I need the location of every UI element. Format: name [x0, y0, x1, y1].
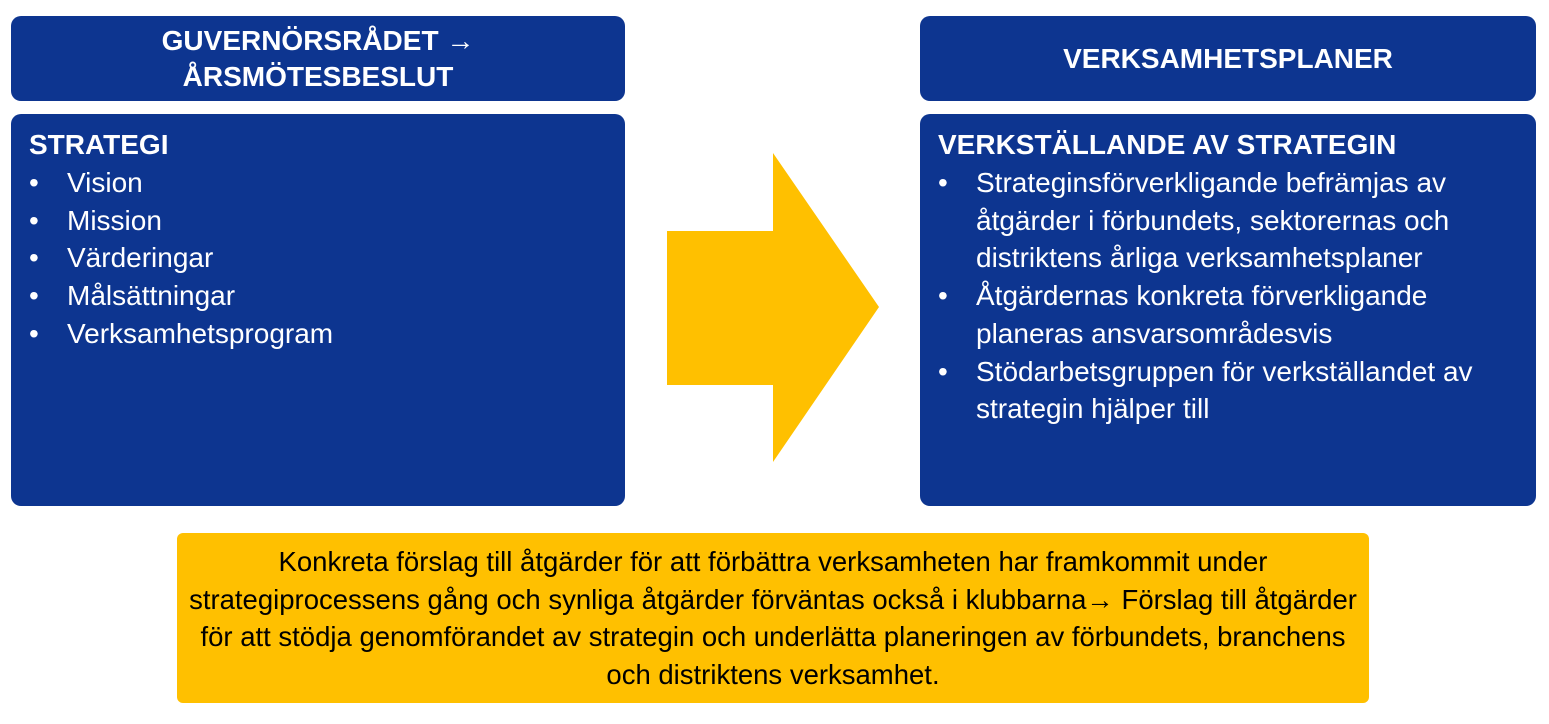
left-header-line2: ÅRSMÖTESBESLUT [182, 60, 454, 92]
list-item: • Verksamhetsprogram [29, 315, 607, 353]
list-item: • Målsättningar [29, 277, 607, 315]
list-item: • Värderingar [29, 239, 607, 277]
right-header [920, 16, 1536, 101]
strategy-box [11, 114, 625, 506]
list-item: • Stödarbetsgruppen för verkställandet av strategin hjälper till [938, 353, 1518, 428]
execution-box [920, 114, 1536, 506]
flow-arrow-icon [667, 153, 881, 463]
list-item: • Åtgärdernas konkreta förverkligande planeras ansvarsområdesvis [938, 277, 1518, 352]
list-item: • Mission [29, 202, 607, 240]
list-item: • Strateginsförverkligande befrämjas av åtgärder i förbundets, sektorernas och distriktens årliga verksamhetsplaner [938, 164, 1518, 277]
execution-list [938, 164, 1518, 428]
right-header-title: VERKSAMHETSPLANER [1063, 42, 1393, 74]
strategy-list [29, 164, 607, 353]
list-item: • Vision [29, 164, 607, 202]
bottom-note-box [177, 533, 1369, 703]
left-header-line1: GUVERNÖRSRÅDET → [161, 24, 475, 56]
bottom-note-text: Konkreta förslag till åtgärder för att förbättra verksamheten har framkommit under strategiprocessens gång och synliga åtgärder förväntas också i klubbarna→ Förslag till åtgärder för att stödja genomförandet av strategin och underlätta planeringen av förbundets, branchens och distriktens verksamhet. [189, 546, 1357, 690]
execution-title: VERKSTÄLLANDE AV STRATEGIN [938, 129, 1397, 160]
left-header [11, 16, 625, 101]
strategy-title: STRATEGI [29, 129, 169, 160]
